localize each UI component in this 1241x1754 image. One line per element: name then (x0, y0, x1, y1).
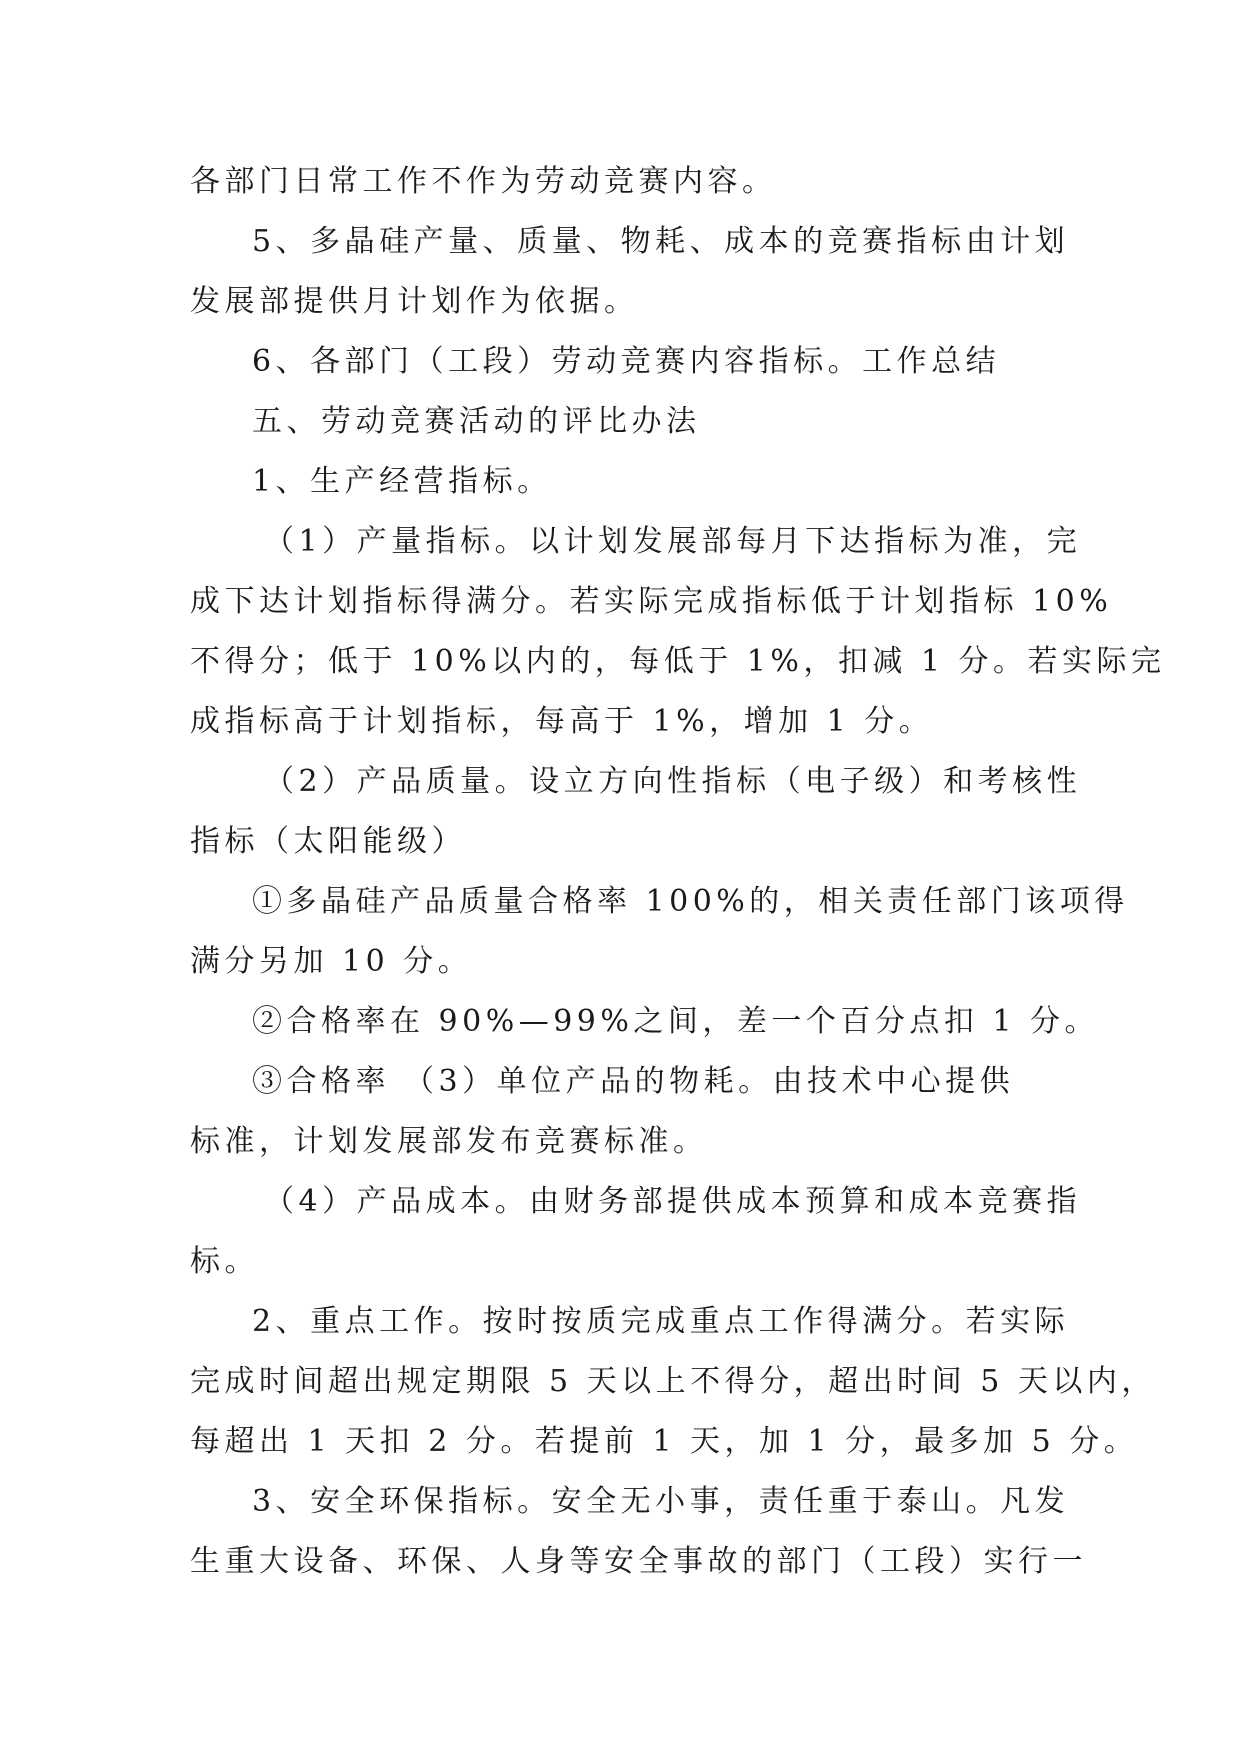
text-line: 各部门日常工作不作为劳动竞赛内容。 (190, 164, 777, 199)
text-line: ③合格率 （3）单位产品的物耗。由技术中心提供 (252, 1064, 1015, 1099)
text-line: 3、安全环保指标。安全无小事，责任重于泰山。凡发 (252, 1484, 1070, 1519)
text-line: 成下达计划指标得满分。若实际完成指标低于计划指标 10% (190, 584, 1113, 619)
document-body (190, 152, 1166, 1592)
text-line: 指标（太阳能级） (190, 824, 466, 859)
text-line: 标准，计划发展部发布竞赛标准。 (190, 1124, 708, 1159)
text-line: 满分另加 10 分。 (190, 944, 473, 979)
text-line: 标。 (190, 1244, 259, 1279)
text-line: 6、各部门（工段）劳动竞赛内容指标。工作总结 (252, 344, 1001, 379)
text-line: ②合格率在 90%—99%之间，差一个百分点扣 1 分。 (252, 1004, 1100, 1039)
text-line: 每超出 1 天扣 2 分。若提前 1 天，加 1 分，最多加 5 分。 (190, 1424, 1139, 1459)
text-line: （1）产量指标。以计划发展部每月下达指标为准，完 (264, 524, 1082, 559)
text-line: （4）产品成本。由财务部提供成本预算和成本竞赛指 (264, 1184, 1082, 1219)
text-line: 不得分；低于 10%以内的，每低于 1%，扣减 1 分。若实际完 (190, 644, 1166, 679)
text-line: 成指标高于计划指标，每高于 1%，增加 1 分。 (190, 704, 934, 739)
text-line: 生重大设备、环保、人身等安全事故的部门（工段）实行一 (190, 1544, 1087, 1579)
text-line: （2）产品质量。设立方向性指标（电子级）和考核性 (264, 764, 1082, 799)
text-line: 2、重点工作。按时按质完成重点工作得满分。若实际 (252, 1304, 1070, 1339)
text-line: 发展部提供月计划作为依据。 (190, 284, 639, 319)
text-line: ①多晶硅产品质量合格率 100%的，相关责任部门该项得 (252, 884, 1129, 919)
section-heading: 五、劳动竞赛活动的评比办法 (252, 404, 701, 439)
text-line: 1、生产经营指标。 (252, 464, 552, 499)
text-line: 完成时间超出规定期限 5 天以上不得分，超出时间 5 天以内， (190, 1364, 1156, 1399)
text-line: 5、多晶硅产量、质量、物耗、成本的竞赛指标由计划 (252, 224, 1070, 259)
